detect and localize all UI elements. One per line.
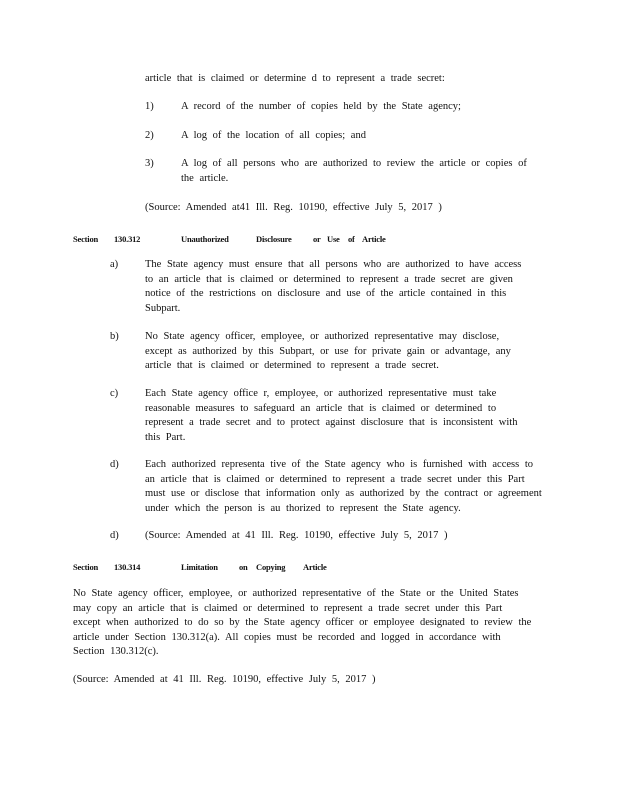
list-item-1-text: A record of the number of copies held by the State agency; [181,101,461,112]
heading-word: of [348,234,355,244]
heading-word: Copying [256,562,286,572]
section-312-heading [73,232,553,244]
source-note-2: (Source: Amended at 41 Ill. Reg. 10190, effective July 5, 2017 ) [145,530,448,541]
heading-word: Limitation [181,562,218,572]
section-314-heading [73,560,553,572]
list-item-1-number: 1) [145,101,154,112]
list-item-2-text: A log of the location of all copies; and [181,130,366,141]
source-note-3: (Source: Amended at 41 Ill. Reg. 10190, effective July 5, 2017 ) [73,674,376,685]
heading-word: Use [327,234,340,244]
intro-line: article that is claimed or determine d to represent a trade secret: [145,73,445,84]
heading-word: or [313,234,321,244]
subsection-c-label: c) [110,388,119,399]
subsection-b-label: b) [110,331,119,342]
source-note-1: (Source: Amended at41 Ill. Reg. 10190, effective July 5, 2017 ) [145,202,442,213]
heading-word: Disclosure [256,234,292,244]
section-number: 130.314 [114,562,141,572]
list-item-2-number: 2) [145,130,154,141]
heading-word: Article [362,234,386,244]
subsection-d-label: d) [110,459,119,470]
section-word: Section [73,234,99,244]
section-word: Section [73,562,99,572]
section-314-paragraph: No State agency officer, employee, or authorized representative of the State or the United States may copy an article that is claimed or determined to represent a trade secret under this Part except when authorized to do so by the State agency officer or employee designated to review the article under Section 130.312(a). All copies must be recorded and logged in accordance with Section 130.312(c). [73,588,532,658]
heading-word: Article [303,562,327,572]
section-number: 130.312 [114,234,141,244]
subsection-d-text: Each authorized representa tive of the State agency who is furnished with access to an article that is claimed or determined to represent a trade secret under this Part must use or disclose that information only as authorized by the contract or agreement under which the person is au thorized to represent the State agency. [145,459,542,514]
subsection-a-text: The State agency must ensure that all persons who are authorized to have access to an article that is claimed or determined to represent a trade secret are given notice of the restrictions on disclosure and use of the article contained in this Subpart. [145,259,522,314]
list-item-3-text: A log of all persons who are authorized to review the article or copies of the article. [181,158,527,184]
subsection-b-text: No State agency officer, employee, or authorized representative may disclose, except as authorized by this Subpart, or use for private gain or advantage, any article that is claimed or determined to represent a trade secret. [145,331,511,372]
source-note-2-label: d) [110,530,119,541]
heading-word: Unauthorized [181,234,229,244]
list-item-3-number: 3) [145,158,154,169]
subsection-a-label: a) [110,259,119,270]
heading-word: on [239,562,248,572]
subsection-c-text: Each State agency office r, employee, or authorized representative must take reasonable measures to safeguard an article that is claimed or determined to represent a trade secret and to protect against disclosure that is inconsistent with this Part. [145,388,518,443]
